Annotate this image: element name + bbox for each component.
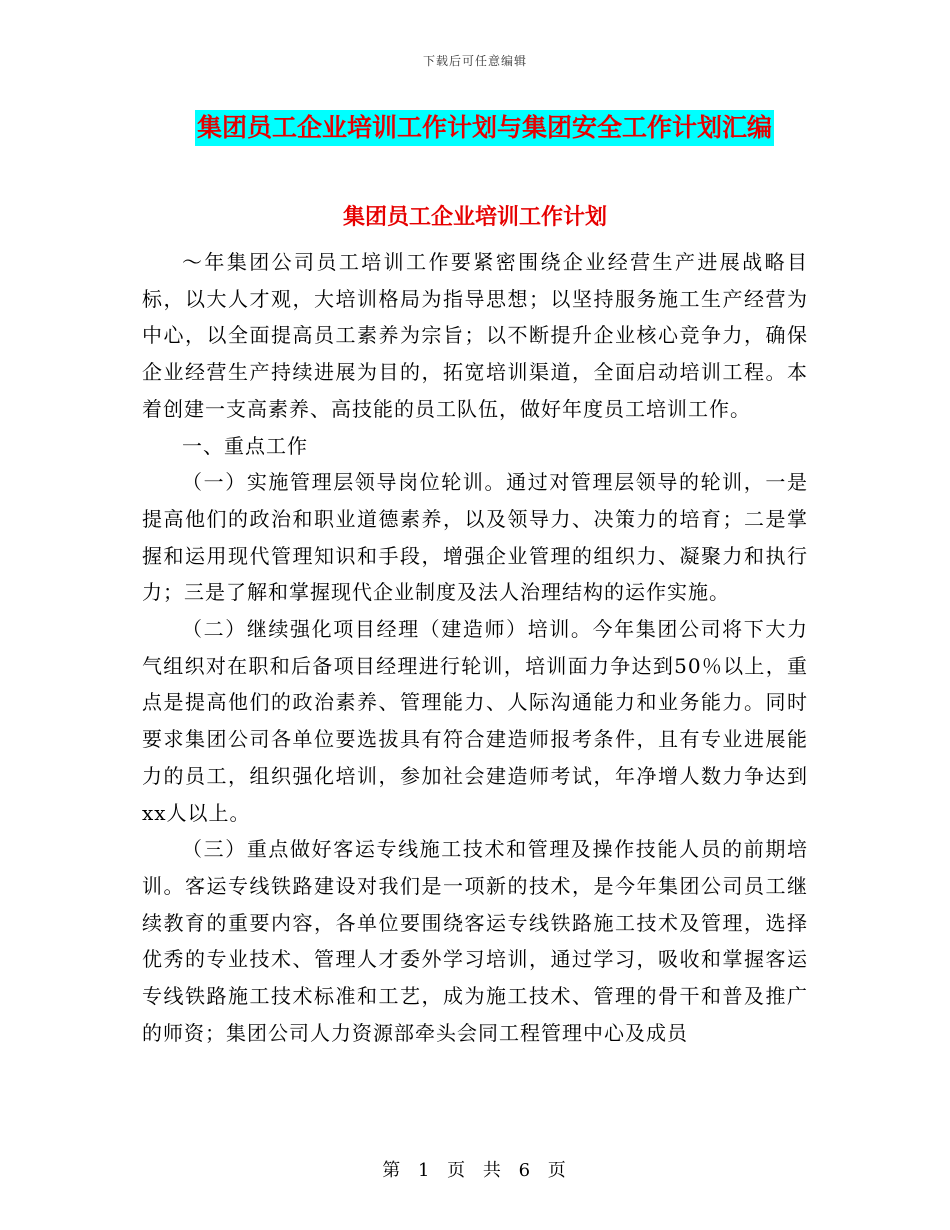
paragraph-intro: ～年集团公司员工培训工作要紧密围绕企业经营生产进展战略目标，以大人才观，大培训格局为指导思想；以坚持服务施工生产经营为中心，以全面提高员工素养为宗旨；以不断提升企业核心竞争力，确保企业经营生产持续进展为目的，拓宽培训渠道，全面启动培训工程。本着创建一支高素养、高技能的员工队伍，做好年度员工培训工作。 xyxy=(142,250,808,421)
page-unit: 页 xyxy=(447,1160,468,1181)
paragraph-item-1: （一）实施管理层领导岗位轮训。通过对管理层领导的轮训，一是提高他们的政治和职业道德素养，以及领导力、决策力的培育；二是掌握和运用现代管理知识和手段，增强企业管理的组织力、凝聚力和执行力；三是了解和掌握现代企业制度及法人治理结构的运作实施。 xyxy=(142,470,808,605)
page-word: 第 xyxy=(382,1160,403,1181)
document-main-title: 集团员工企业培训工作计划与集团安全工作计划汇编 xyxy=(195,110,774,146)
page-header-note: 下载后可任意编辑 xyxy=(422,54,527,68)
page-total: 6 xyxy=(518,1160,533,1181)
total-unit: 页 xyxy=(547,1160,568,1181)
page-number-footer xyxy=(0,1156,950,1182)
page-current: 1 xyxy=(417,1160,432,1181)
total-word: 共 xyxy=(482,1160,503,1181)
section-heading-key-work: 一、重点工作 xyxy=(182,433,308,458)
document-sub-title: 集团员工企业培训工作计划 xyxy=(342,204,607,230)
document-body xyxy=(142,244,808,1051)
paragraph-item-3: （三）重点做好客运专线施工技术和管理及操作技能人员的前期培训。客运专线铁路建设对我们是一项新的技术，是今年集团公司员工继续教育的重要内容，各单位要围绕客运专线铁路施工技术及管理，选择优秀的专业技术、管理人才委外学习培训，通过学习，吸收和掌握客运专线铁路施工技术标准和工艺，成为施工技术、管理的骨干和普及推广的师资；集团公司人力资源部牵头会同工程管理中心及成员 xyxy=(142,837,808,1045)
paragraph-item-2: （二）继续强化项目经理（建造师）培训。今年集团公司将下大力气组织对在职和后备项目经理进行轮训，培训面力争达到50％以上，重点是提高他们的政治素养、管理能力、人际沟通能力和业务能力。同时要求集团公司各单位要选拔具有符合建造师报考条件，且有专业进展能力的员工，组织强化培训，参加社会建造师考试，年净增人数力争达到xx人以上。 xyxy=(142,617,808,825)
